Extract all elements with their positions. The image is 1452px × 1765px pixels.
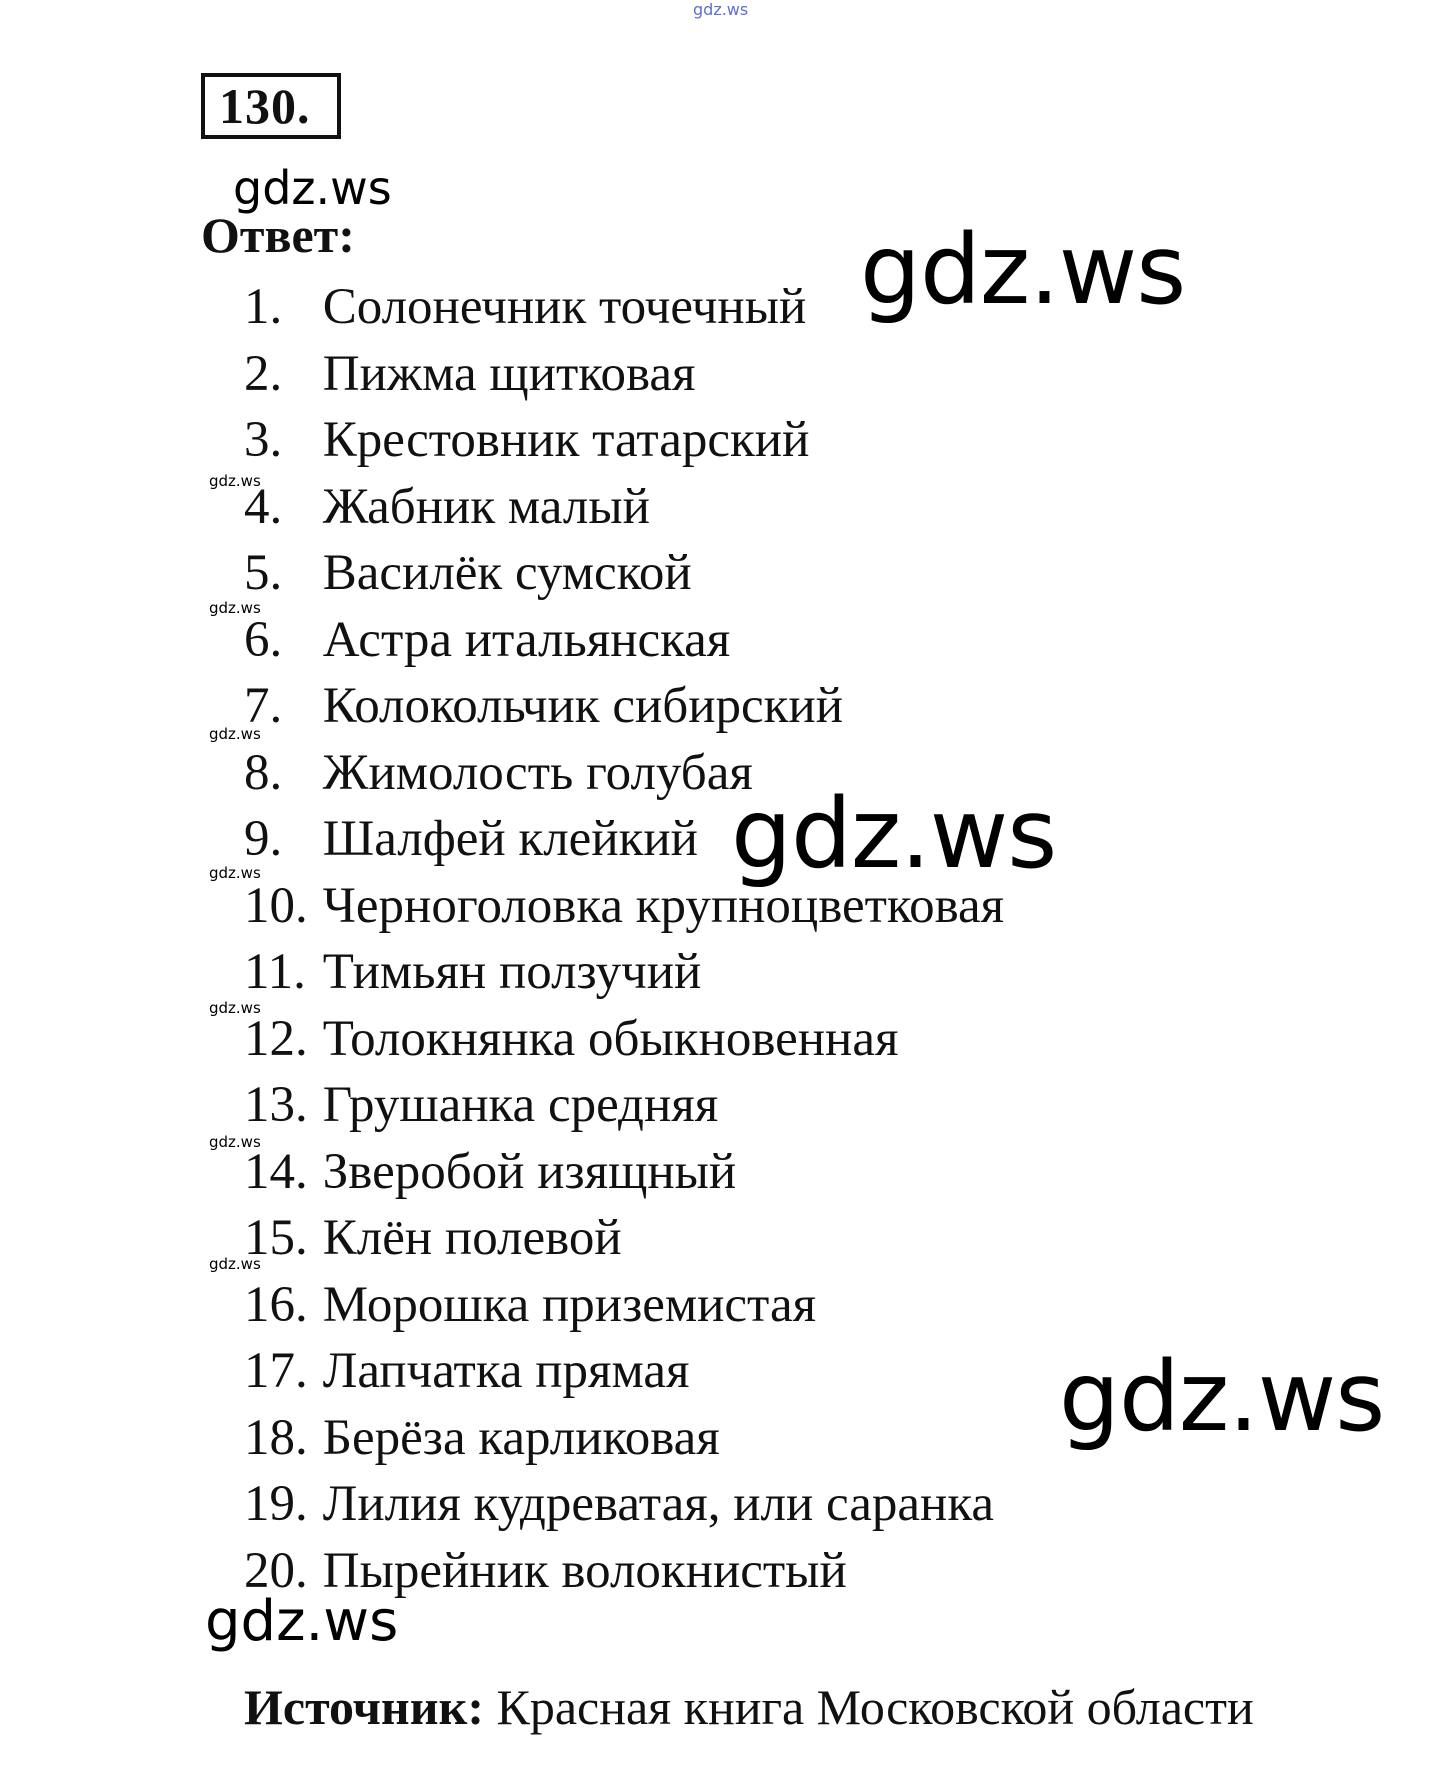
list-item xyxy=(244,1538,1004,1605)
item-text: Пижма щитковая xyxy=(322,345,696,402)
task-number: 130. xyxy=(201,73,341,139)
item-text: Тимьян ползучий xyxy=(322,944,702,1000)
watermark-top: gdz.ws xyxy=(693,0,749,19)
list-item xyxy=(244,1338,1004,1405)
list-item xyxy=(244,1471,1004,1538)
item-text: Жабник малый xyxy=(322,478,650,535)
item-number: 9. xyxy=(244,811,283,867)
item-number: 16. xyxy=(244,1276,308,1333)
item-text: Грушанка средняя xyxy=(322,1077,719,1133)
item-text: Шалфей клейкий xyxy=(322,811,698,867)
source-text: Красная книга Московской области xyxy=(496,1679,1254,1735)
item-number: 13. xyxy=(244,1077,308,1133)
item-text: Лилия кудреватая, или саранка xyxy=(322,1476,994,1532)
list-item xyxy=(244,1072,1004,1139)
item-text: Астра итальянская xyxy=(322,611,731,668)
watermark-tiny: gdz.ws xyxy=(209,599,261,617)
source-label: Источник: xyxy=(244,1679,484,1735)
item-number: 11. xyxy=(244,944,306,1000)
item-text: Зверобой изящный xyxy=(322,1143,737,1200)
watermark-tiny: gdz.ws xyxy=(209,1255,261,1273)
list-item xyxy=(244,540,1004,607)
item-number: 14. xyxy=(244,1143,308,1200)
list-item xyxy=(244,341,1004,408)
item-text: Толокнянка обыкновенная xyxy=(322,1010,899,1067)
item-number: 15. xyxy=(244,1210,308,1266)
item-number: 20. xyxy=(244,1542,308,1599)
item-text: Крестовник татарский xyxy=(322,412,810,468)
item-number: 4. xyxy=(244,478,283,535)
watermark-large: gdz.ws xyxy=(860,214,1186,326)
watermark-tiny: gdz.ws xyxy=(209,864,261,882)
list-item xyxy=(244,1405,1004,1472)
watermark-tiny: gdz.ws xyxy=(209,725,261,743)
answer-list xyxy=(244,274,1004,1604)
watermark-tiny: gdz.ws xyxy=(209,472,261,490)
item-text: Жимолость голубая xyxy=(322,744,753,801)
item-text: Солонечник точечный xyxy=(322,279,807,335)
item-text: Берёза карликовая xyxy=(322,1409,720,1466)
list-item xyxy=(244,1139,1004,1206)
item-number: 7. xyxy=(244,678,283,734)
list-item xyxy=(244,274,1004,341)
watermark-large: gdz.ws xyxy=(731,778,1057,890)
item-number: 2. xyxy=(244,345,283,402)
item-number: 10. xyxy=(244,877,308,934)
item-text: Клён полевой xyxy=(322,1210,622,1266)
item-text: Колокольчик сибирский xyxy=(322,678,843,734)
list-item xyxy=(244,1006,1004,1073)
item-text: Морошка приземистая xyxy=(322,1276,817,1333)
item-number: 8. xyxy=(244,744,283,801)
item-text: Лапчатка прямая xyxy=(322,1343,690,1399)
watermark-large: gdz.ws xyxy=(1059,1341,1385,1453)
watermark-medium: gdz.ws xyxy=(205,1589,399,1654)
watermark-small: gdz.ws xyxy=(233,161,392,215)
watermark-tiny: gdz.ws xyxy=(209,1133,261,1151)
item-number: 6. xyxy=(244,611,283,668)
list-item xyxy=(244,806,1004,873)
item-text: Василёк сумской xyxy=(322,545,692,601)
item-text: Черноголовка крупноцветковая xyxy=(322,877,1005,934)
item-number: 5. xyxy=(244,545,283,601)
item-number: 17. xyxy=(244,1343,308,1399)
list-item xyxy=(244,607,1004,674)
list-item xyxy=(244,873,1004,940)
item-number: 18. xyxy=(244,1409,308,1466)
list-item xyxy=(244,1205,1004,1272)
answer-heading: Ответ: xyxy=(201,207,355,263)
item-number: 3. xyxy=(244,412,283,468)
item-number: 19. xyxy=(244,1476,308,1532)
list-item xyxy=(244,1272,1004,1339)
source-line xyxy=(244,1679,1254,1735)
list-item xyxy=(244,407,1004,474)
watermark-tiny: gdz.ws xyxy=(209,999,261,1017)
item-number: 1. xyxy=(244,279,283,335)
item-text: Пырейник волокнистый xyxy=(322,1542,847,1599)
list-item xyxy=(244,939,1004,1006)
list-item xyxy=(244,474,1004,541)
list-item xyxy=(244,740,1004,807)
list-item xyxy=(244,673,1004,740)
item-number: 12. xyxy=(244,1010,308,1067)
